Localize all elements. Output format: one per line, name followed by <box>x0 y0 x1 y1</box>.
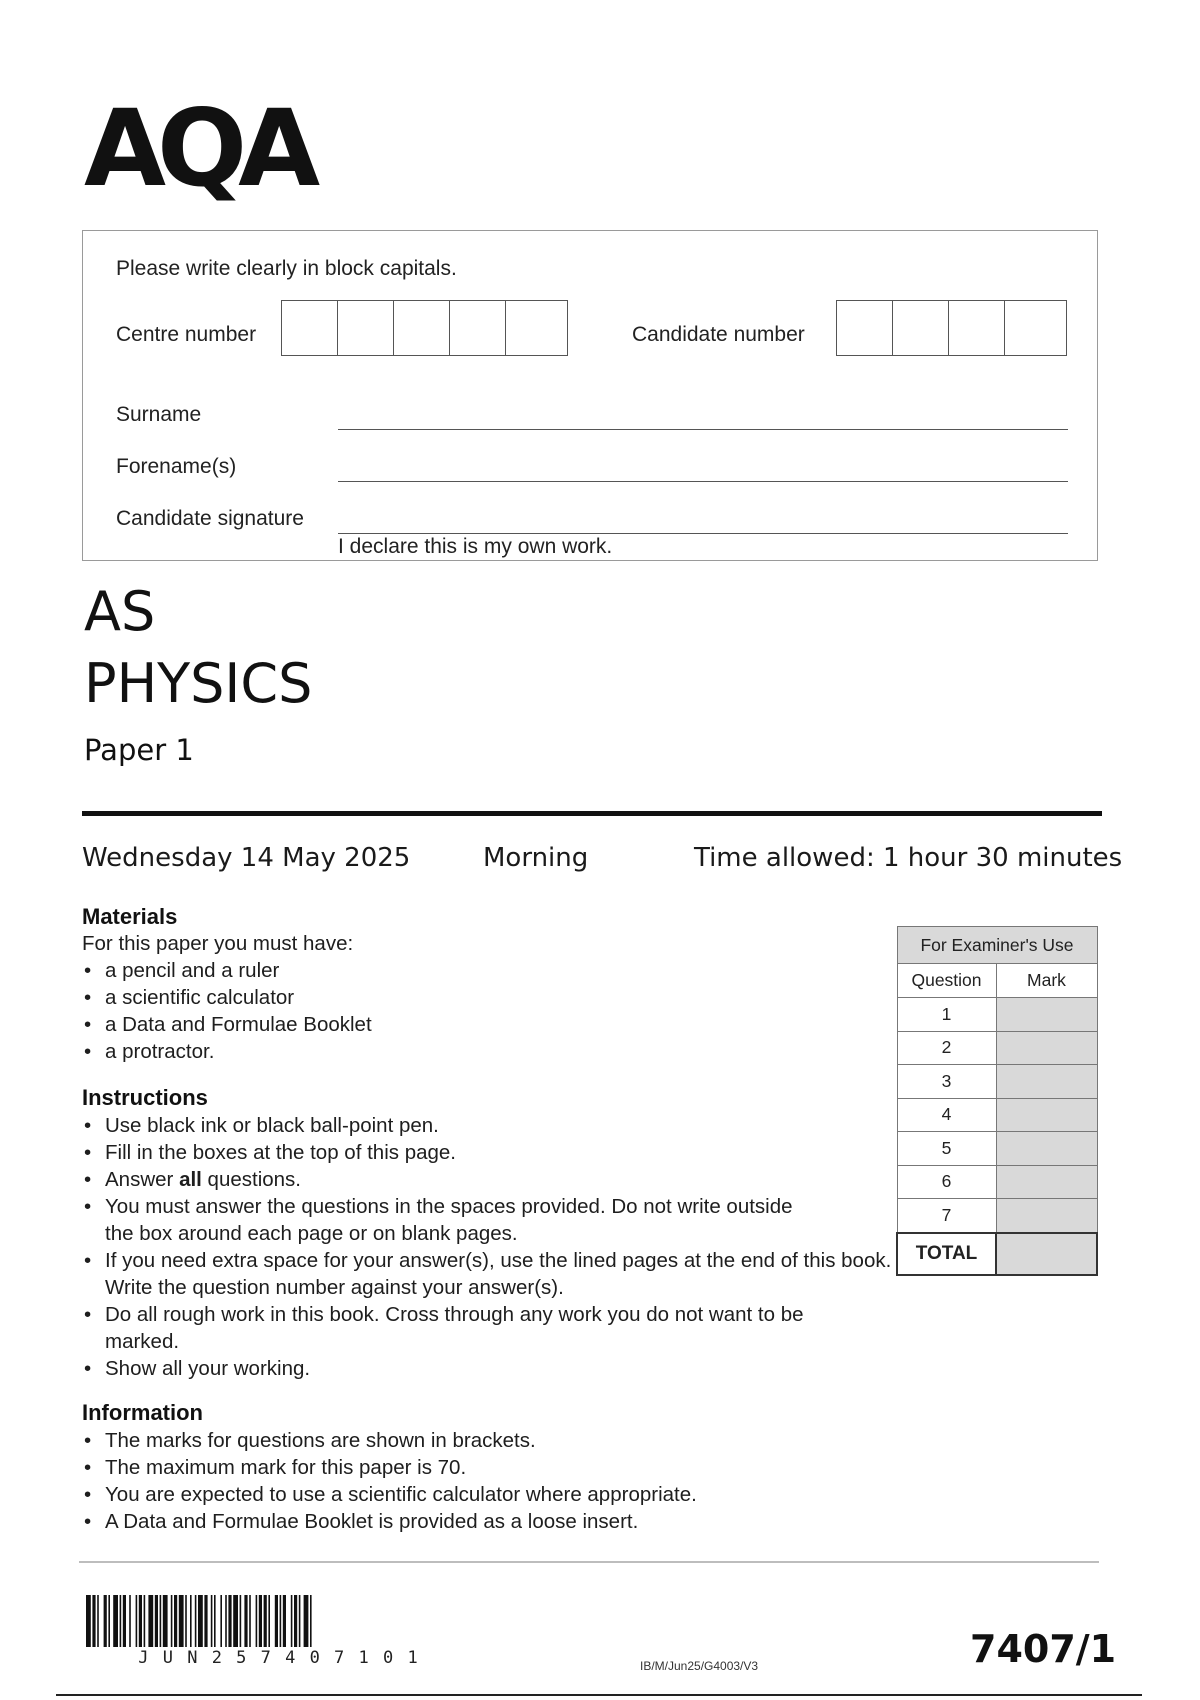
barcode-bar <box>220 1595 222 1647</box>
candidate-number-digit[interactable] <box>1005 301 1061 355</box>
centre-number-digit[interactable] <box>506 301 562 355</box>
mark-cell <box>996 1031 1097 1065</box>
total-label: TOTAL <box>897 1233 996 1275</box>
forenames-field[interactable] <box>338 481 1068 482</box>
subject-title: PHYSICS <box>84 652 313 715</box>
list-item: • a pencil and a ruler <box>82 957 842 984</box>
centre-number-label: Centre number <box>116 323 257 346</box>
barcode-bar <box>163 1595 168 1647</box>
barcode-bar <box>249 1595 251 1647</box>
examiner-table-title: For Examiner's Use <box>897 927 1097 964</box>
list-item: • Fill in the boxes at the top of this page. <box>82 1139 872 1166</box>
barcode-bar <box>92 1595 95 1647</box>
mark-column-header: Mark <box>996 964 1097 998</box>
document-reference: IB/M/Jun25/G4003/V3 <box>640 1659 759 1673</box>
list-item: • The marks for questions are shown in brackets. <box>82 1427 872 1454</box>
instructions-section <box>82 1112 892 1382</box>
barcode-bar <box>120 1595 122 1647</box>
barcode-bar <box>129 1595 131 1647</box>
instructions-heading: Instructions <box>82 1085 208 1110</box>
barcode-bar <box>233 1595 238 1647</box>
paper-name: Paper 1 <box>84 733 194 767</box>
barcode-bar <box>294 1595 297 1647</box>
barcode-bar <box>280 1595 282 1647</box>
footer-divider <box>79 1561 1099 1563</box>
examiner-use-table <box>896 926 1098 1276</box>
mark-cell <box>996 1199 1097 1233</box>
barcode-bar <box>108 1595 110 1647</box>
barcode-bar <box>190 1595 192 1647</box>
barcode-bar <box>240 1595 242 1647</box>
exam-session: Morning <box>483 843 589 873</box>
question-number-cell: 2 <box>897 1031 996 1065</box>
barcode-bar <box>268 1595 270 1647</box>
question-column-header: Question <box>897 964 996 998</box>
barcode-bar <box>291 1595 293 1647</box>
barcode-bar <box>204 1595 207 1647</box>
block-capitals-instruction: Please write clearly in block capitals. <box>116 257 457 280</box>
materials-section <box>82 930 842 1065</box>
list-item: • a Data and Formulae Booklet <box>82 1011 842 1038</box>
list-item: • a protractor. <box>82 1038 842 1065</box>
candidate-number-digit[interactable] <box>949 301 1005 355</box>
list-item: • You are expected to use a scientific calculator where appropriate. <box>82 1481 872 1508</box>
centre-number-digit[interactable] <box>394 301 450 355</box>
mark-cell <box>996 1098 1097 1132</box>
barcode-bar <box>211 1595 213 1647</box>
list-item: • A Data and Formulae Booklet is provided as a loose insert. <box>82 1508 872 1535</box>
barcode-bar <box>244 1595 247 1647</box>
centre-number-digit[interactable] <box>338 301 394 355</box>
barcode-bar <box>259 1595 262 1647</box>
list-item: • The maximum mark for this paper is 70. <box>82 1454 872 1481</box>
question-number-cell: 3 <box>897 1065 996 1099</box>
list-item: • a scientific calculator <box>82 984 842 1011</box>
barcode-bar <box>123 1595 126 1647</box>
level-title: AS <box>84 580 156 643</box>
barcode-bar <box>299 1595 301 1647</box>
barcode-text: J U N 2 5 7 4 0 7 1 0 1 <box>138 1648 420 1668</box>
list-item: • Use black ink or black ball-point pen. <box>82 1112 872 1139</box>
barcode-bar <box>228 1595 231 1647</box>
question-number-cell: 6 <box>897 1165 996 1199</box>
answer-suffix: questions. <box>201 1168 302 1191</box>
signature-label: Candidate signature <box>116 507 304 530</box>
table-row <box>897 1098 1097 1132</box>
question-number-cell: 7 <box>897 1199 996 1233</box>
information-section <box>82 1427 872 1535</box>
list-item: • You must answer the questions in the spaces provided. Do not write outside the box around each page or on blank pages. <box>82 1193 825 1247</box>
question-number-cell: 4 <box>897 1098 996 1132</box>
barcode-bar <box>97 1595 99 1647</box>
mark-cell <box>996 998 1097 1032</box>
question-number-cell: 1 <box>897 998 996 1032</box>
signature-field[interactable] <box>338 533 1068 534</box>
barcode-bar <box>144 1595 146 1647</box>
barcode-bar <box>148 1595 153 1647</box>
centre-number-digit[interactable] <box>450 301 506 355</box>
barcode <box>86 1595 472 1649</box>
table-row <box>897 1031 1097 1065</box>
table-row <box>897 1199 1097 1233</box>
mark-cell <box>996 1065 1097 1099</box>
total-mark-cell <box>996 1233 1097 1275</box>
materials-intro: For this paper you must have: <box>82 932 354 955</box>
centre-number-boxes[interactable] <box>281 300 568 356</box>
barcode-bar <box>136 1595 138 1647</box>
barcode-bar <box>304 1595 309 1647</box>
barcode-bar <box>174 1595 177 1647</box>
answer-prefix: Answer <box>105 1168 180 1191</box>
candidate-number-digit[interactable] <box>893 301 949 355</box>
declaration-text: I declare this is my own work. <box>338 535 613 558</box>
barcode-bar <box>104 1595 107 1647</box>
table-row <box>897 998 1097 1032</box>
barcode-bar <box>179 1595 184 1647</box>
table-row <box>897 1065 1097 1099</box>
mark-cell <box>996 1132 1097 1166</box>
barcode-bar <box>264 1595 267 1647</box>
aqa-logo: AQA <box>84 87 312 210</box>
paper-code: 7407/1 <box>970 1627 1117 1671</box>
barcode-bar <box>139 1595 142 1647</box>
barcode-bar <box>171 1595 173 1647</box>
barcode-bar <box>256 1595 258 1647</box>
mark-cell <box>996 1165 1097 1199</box>
answer-all-emphasis: all <box>179 1168 202 1191</box>
barcode-bar <box>86 1595 91 1647</box>
surname-label: Surname <box>116 403 202 426</box>
materials-heading: Materials <box>82 904 178 929</box>
centre-number-digit[interactable] <box>282 301 338 355</box>
header-divider <box>82 811 1102 816</box>
list-item: • If you need extra space for your answer(s), use the lined pages at the end of this book. Write the question number against your answer(s). <box>82 1247 895 1301</box>
examiner-table-rows <box>897 998 1097 1233</box>
barcode-bar <box>155 1595 158 1647</box>
information-heading: Information <box>82 1400 203 1425</box>
exam-date: Wednesday 14 May 2025 <box>82 843 411 873</box>
table-row <box>897 1132 1097 1166</box>
barcode-bar <box>185 1595 187 1647</box>
candidate-number-boxes[interactable] <box>836 300 1067 356</box>
barcode-bar <box>225 1595 227 1647</box>
barcode-bar <box>195 1595 197 1647</box>
question-number-cell: 5 <box>897 1132 996 1166</box>
barcode-bar <box>214 1595 216 1647</box>
candidate-number-digit[interactable] <box>837 301 893 355</box>
barcode-bar <box>283 1595 286 1647</box>
candidate-number-label: Candidate number <box>632 323 805 346</box>
time-allowed: Time allowed: 1 hour 30 minutes <box>694 843 1123 873</box>
barcode-bar <box>198 1595 203 1647</box>
list-item <box>82 1166 872 1193</box>
surname-field[interactable] <box>338 429 1068 430</box>
list-item: • Do all rough work in this book. Cross through any work you do not want to be marked. <box>82 1301 845 1355</box>
barcode-bar <box>113 1595 118 1647</box>
table-row <box>897 1165 1097 1199</box>
barcode-bar <box>160 1595 162 1647</box>
list-item: • Show all your working. <box>82 1355 872 1382</box>
forenames-label: Forename(s) <box>116 455 237 478</box>
page-bottom-rule <box>56 1694 1142 1696</box>
barcode-bar <box>310 1595 312 1647</box>
barcode-bar <box>275 1595 278 1647</box>
